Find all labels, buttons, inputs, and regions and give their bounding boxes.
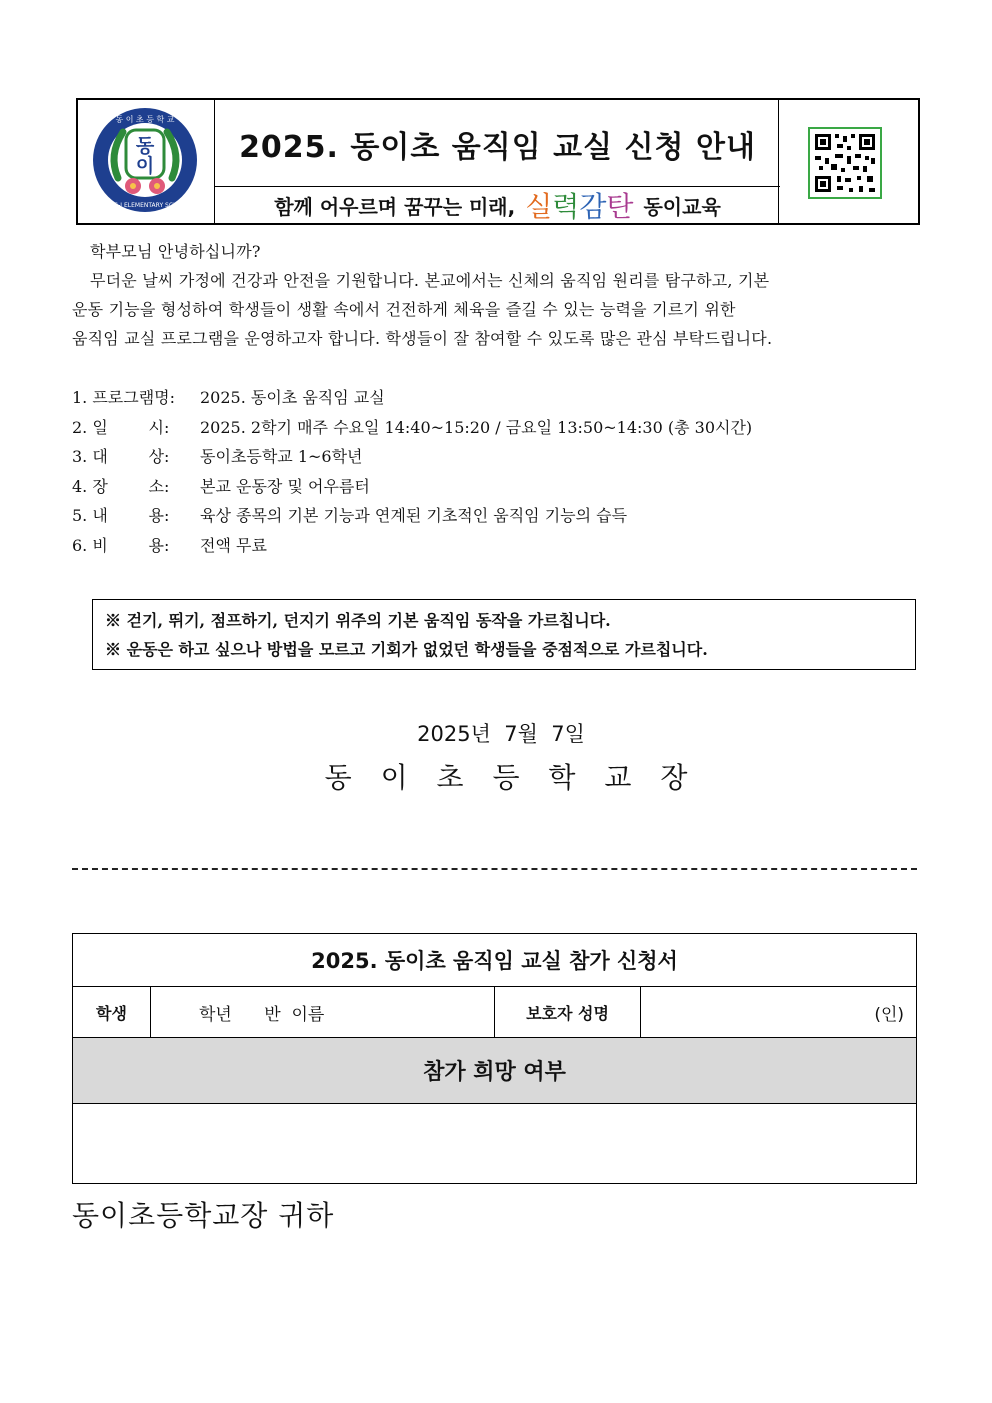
addressee: 동이초등학교장 귀하 bbox=[72, 1199, 335, 1232]
slogan-char-3: 감 bbox=[579, 190, 607, 223]
intro-line-2: 운동 기능을 형성하여 학생들이 생활 속에서 건전하게 체육을 즐길 수 있는 능력을 기르기 위한 bbox=[72, 300, 736, 319]
detail-item bbox=[72, 531, 752, 561]
form-title: 2025. 동이초 움직임 교실 참가 신청서 bbox=[73, 934, 917, 987]
intro-line-1: 무더운 날씨 가정에 건강과 안전을 기원합니다. 본교에서는 신체의 움직임 원리를 탐구하고, 기본 bbox=[90, 271, 770, 290]
logo-char-2: 이 bbox=[135, 155, 155, 177]
detail-value: 전액 무료 bbox=[200, 535, 267, 555]
school-logo bbox=[78, 100, 213, 223]
detail-item bbox=[72, 472, 752, 502]
school-logo-cell bbox=[78, 100, 215, 223]
student-fields[interactable]: 학년 반 이름 bbox=[151, 987, 495, 1038]
intro-line-3: 움직임 교실 프로그램을 운영하고자 합니다. 학생들이 잘 참여할 수 있도록 많은 관심 부탁드립니다. bbox=[72, 329, 773, 348]
detail-label: 4. 장 소: bbox=[72, 476, 170, 496]
qr-code-icon[interactable] bbox=[779, 100, 917, 223]
application-form bbox=[72, 933, 917, 1184]
seal-mark: (인) bbox=[874, 1004, 904, 1025]
detail-label: 1. 프로그램명: bbox=[72, 388, 176, 407]
participation-answer-field[interactable] bbox=[73, 1104, 917, 1184]
logo-top-text: 동 이 초 등 학 교 bbox=[115, 115, 175, 124]
detail-value: 본교 운동장 및 어우름터 bbox=[200, 476, 370, 496]
logo-char-1: 동 bbox=[135, 135, 155, 157]
slogan-prefix: 함께 어우르며 꿈꾸는 미래, bbox=[274, 194, 516, 219]
detail-item bbox=[72, 383, 752, 413]
slogan-suffix: 동이교육 bbox=[643, 194, 721, 219]
detail-item bbox=[72, 413, 752, 443]
header-box bbox=[76, 98, 920, 225]
slogan-char-1: 실 bbox=[525, 190, 553, 223]
notice-line-2: ※ 운동은 하고 싶으나 방법을 모르고 기회가 없었던 학생들을 중점적으로 가르칩니다. bbox=[105, 640, 708, 659]
greeting: 학부모님 안녕하십니까? bbox=[90, 242, 261, 261]
principal-signature: 동 이 초 등 학 교 장 bbox=[324, 761, 698, 794]
detail-label: 2. 일 시: bbox=[72, 417, 170, 437]
participation-label: 참가 희망 여부 bbox=[73, 1038, 917, 1104]
slogan-char-2: 력 bbox=[552, 190, 580, 223]
cut-line-divider bbox=[72, 868, 917, 870]
notice-box bbox=[92, 599, 916, 670]
guardian-name-field[interactable] bbox=[641, 987, 917, 1038]
detail-item bbox=[72, 442, 752, 472]
issue-date: 2025년 7월 7일 bbox=[417, 722, 585, 746]
detail-label: 3. 대 상: bbox=[72, 447, 170, 466]
page-title: 2025. 동이초 움직임 교실 신청 안내 bbox=[239, 130, 756, 165]
guardian-name-label: 보호자 성명 bbox=[495, 987, 641, 1038]
slogan bbox=[215, 186, 780, 223]
logo-ring-text: DONG-I ELEMENTARY SCHOOL bbox=[99, 202, 191, 209]
detail-value: 동이초등학교 1~6학년 bbox=[200, 447, 363, 466]
detail-label: 6. 비 용: bbox=[72, 535, 170, 555]
slogan-char-4: 탄 bbox=[606, 190, 634, 223]
detail-label: 5. 내 용: bbox=[72, 506, 170, 525]
detail-value: 2025. 동이초 움직임 교실 bbox=[200, 388, 385, 407]
notice-line-1: ※ 걷기, 뛰기, 점프하기, 던지기 위주의 기본 움직임 동작을 가르칩니다. bbox=[105, 611, 611, 630]
qr-code-cell bbox=[778, 100, 918, 223]
student-label: 학생 bbox=[73, 987, 151, 1038]
detail-value: 2025. 2학기 매주 수요일 14:40~15:20 / 금요일 13:50~14:30 (총 30시간) bbox=[200, 417, 753, 437]
detail-item bbox=[72, 501, 752, 531]
detail-value: 육상 종목의 기본 기능과 연계된 기초적인 움직임 기능의 습득 bbox=[200, 506, 628, 525]
details-list bbox=[72, 383, 752, 560]
